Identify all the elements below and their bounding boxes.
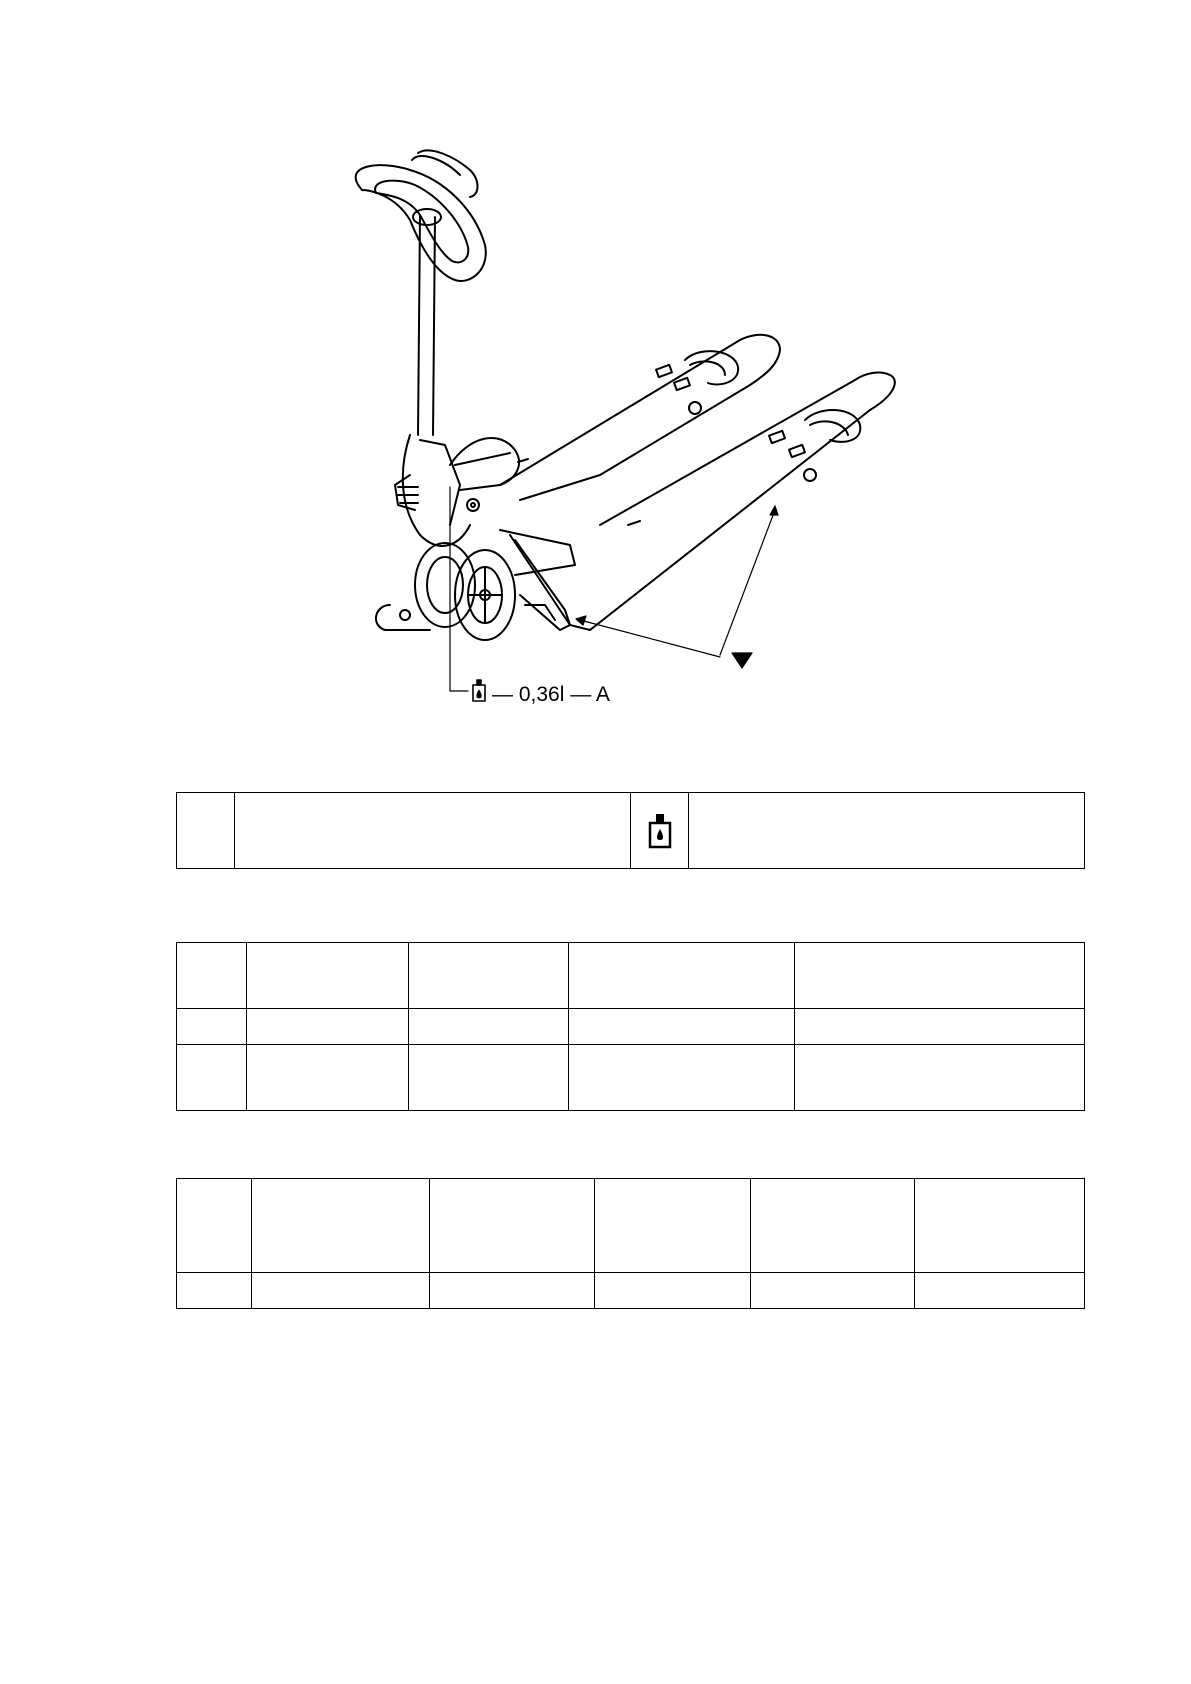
table-cell (569, 943, 795, 1009)
table-cell (751, 1273, 915, 1309)
table-cell (430, 1179, 595, 1273)
table-cell (177, 1009, 247, 1045)
table-cell (430, 1273, 595, 1309)
tiller-handle (356, 150, 486, 435)
table-cell (177, 1273, 252, 1309)
table-row (177, 1179, 1085, 1273)
table-cell (177, 1179, 252, 1273)
table-cell (247, 1009, 409, 1045)
legend-table (176, 792, 1085, 869)
spec-table-1 (176, 942, 1085, 1111)
legend-symbol-cell (631, 793, 689, 869)
table-cell (177, 1045, 247, 1111)
spec-table-2 (176, 1178, 1085, 1309)
legend-description-cell (235, 793, 631, 869)
table-cell (795, 1009, 1085, 1045)
table-cell (409, 943, 569, 1009)
oil-can-icon (646, 811, 674, 851)
table-cell (915, 1273, 1085, 1309)
oil-quantity-label: — 0,36l — A (492, 683, 610, 706)
service-point-triangle-icon (732, 653, 752, 668)
pallet-truck-figure (270, 135, 980, 765)
table-cell (915, 1179, 1085, 1273)
table-row (177, 1273, 1085, 1309)
oil-can-icon (473, 680, 485, 701)
table-cell (247, 943, 409, 1009)
pump-assembly (376, 435, 575, 640)
table-cell (751, 1179, 915, 1273)
table-cell (569, 1009, 795, 1045)
table-row (177, 1045, 1085, 1111)
table-cell (409, 1045, 569, 1111)
table-cell (177, 943, 247, 1009)
pallet-truck-drawing (270, 135, 980, 765)
table-row (177, 943, 1085, 1009)
fork-callout-arrows (576, 506, 778, 668)
table-row (177, 793, 1085, 869)
table-cell (595, 1273, 751, 1309)
table-cell (569, 1045, 795, 1111)
table-cell (252, 1273, 430, 1309)
table-cell (252, 1179, 430, 1273)
table-cell (247, 1045, 409, 1111)
oil-fill-callout (473, 680, 610, 706)
table-cell (409, 1009, 569, 1045)
table-cell (795, 1045, 1085, 1111)
table-cell (595, 1179, 751, 1273)
table-cell (795, 943, 1085, 1009)
forks (500, 335, 895, 630)
legend-key-cell (177, 793, 235, 869)
table-row (177, 1009, 1085, 1045)
legend-meaning-cell (689, 793, 1085, 869)
